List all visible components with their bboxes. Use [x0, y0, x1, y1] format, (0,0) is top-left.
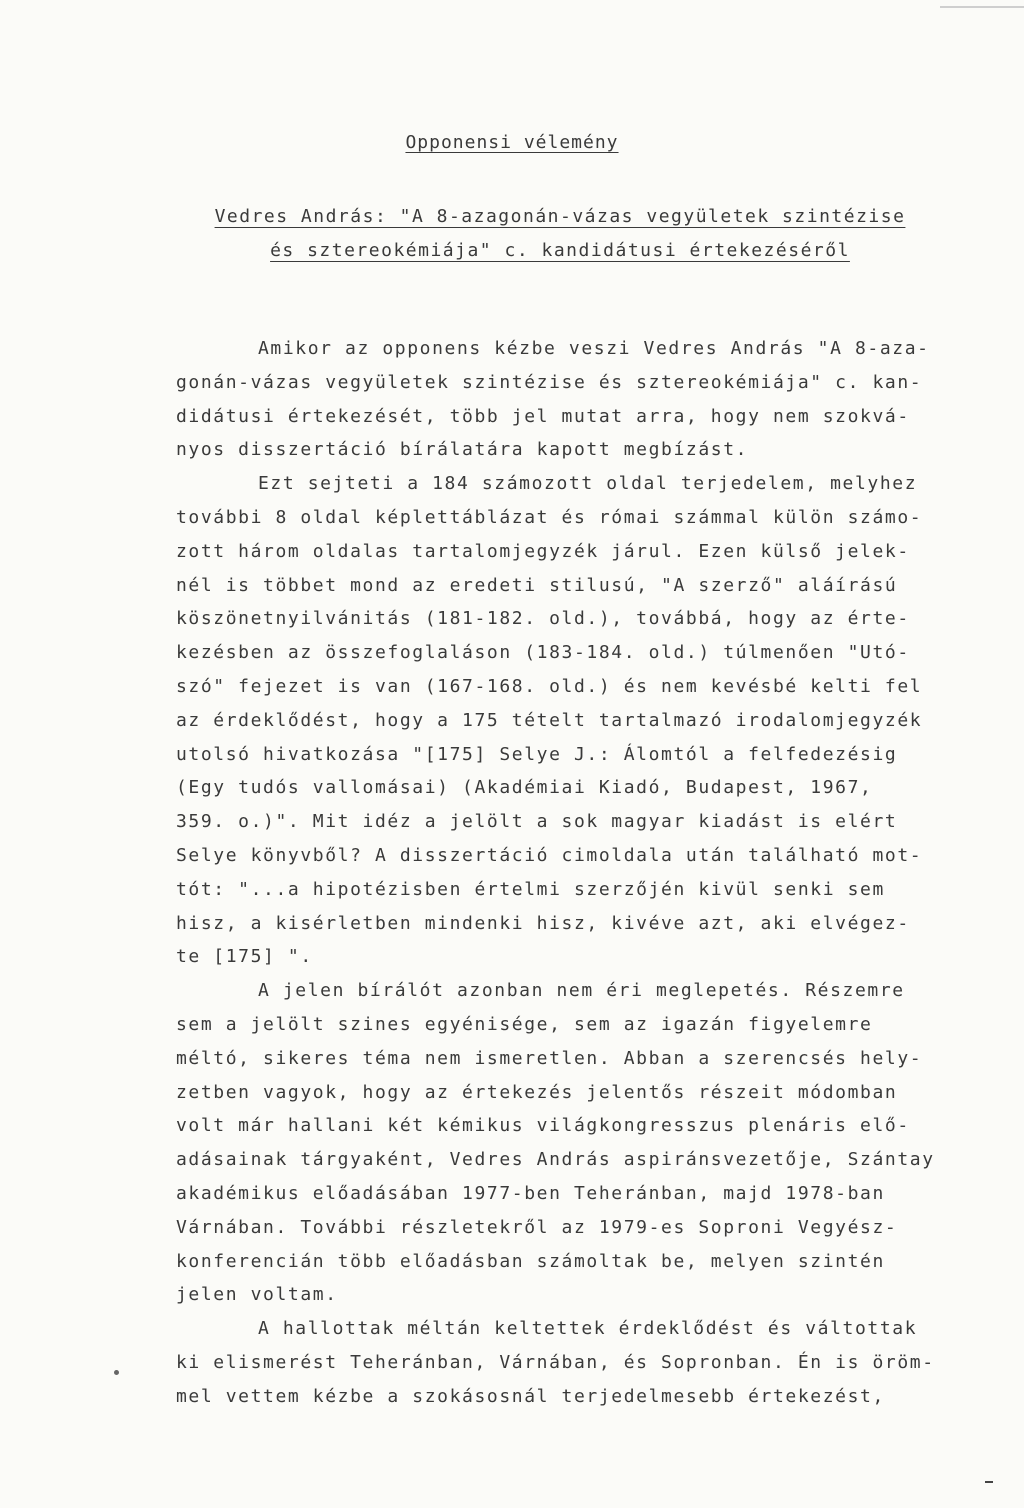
text-line: (Egy tudós vallomásai) (Akadémiai Kiadó, Budapest, 1967,	[176, 777, 873, 799]
text-line: didátusi értekezését, több jel mutat arra, hogy nem szokvá-	[176, 405, 910, 427]
margin-dash	[985, 1481, 993, 1483]
text-line: te [175] ".	[176, 946, 313, 968]
margin-dot	[114, 1370, 119, 1375]
text-line: zott három oldalas tartalomjegyzék járul. Ezen külső jelek-	[176, 540, 910, 562]
scan-edge-mark	[940, 6, 1024, 8]
page-title: Opponensi vélemény	[405, 132, 619, 153]
text-line: konferencián több előadásban számoltak be, melyen szintén	[176, 1250, 885, 1272]
text-line: további 8 oldal képlettáblázat és római számmal külön számo-	[176, 506, 923, 528]
text-line: mel vettem kézbe a szokásosnál terjedelmesebb értekezést,	[176, 1385, 885, 1407]
text-line: Amikor az opponens kézbe veszi Vedres András "A 8-aza-	[258, 338, 930, 359]
text-line: 359. o.)". Mit idéz a jelölt a sok magyar kiadást is elért	[176, 811, 898, 833]
text-line: jelen voltam.	[176, 1284, 338, 1306]
text-line: kezésben az összefoglaláson (183-184. old.) túlmenően "Utó-	[176, 642, 910, 664]
text-line: nyos disszertáció bírálatára kapott megbízást.	[176, 439, 749, 461]
text-line: ki elismerést Teheránban, Várnában, és Sopronban. Én is öröm-	[176, 1351, 935, 1373]
text-line: sem a jelölt szines egyénisége, sem az igazán figyelemre	[176, 1013, 873, 1035]
text-line: szó" fejezet is van (167-168. old.) és nem kevésbé kelti fel	[176, 675, 923, 697]
text-line: gonán-vázas vegyületek szintézise és sztereokémiája" c. kan-	[176, 371, 923, 393]
text-line: A hallottak méltán keltettek érdeklődést és váltottak	[258, 1318, 918, 1340]
text-line: zetben vagyok, hogy az értekezés jelentős részeit módomban	[176, 1081, 898, 1103]
text-line: Várnában. További részletekről az 1979-es Soproni Vegyész-	[176, 1216, 898, 1238]
text-line: adásainak tárgyaként, Vedres András aspiránsvezetője, Szántay	[176, 1149, 935, 1171]
text-line: A jelen bírálót azonban nem éri meglepetés. Részemre	[258, 980, 905, 1002]
text-line: tót: "...a hipotézisben értelmi szerzőjén kivül senki sem	[176, 878, 885, 900]
body-text	[176, 332, 1006, 1414]
text-line: volt már hallani két kémikus világkongresszus plenáris elő-	[176, 1115, 910, 1137]
text-line: köszönetnyilvánitás (181-182. old.), továbbá, hogy az érte-	[176, 608, 910, 630]
text-line: az érdeklődést, hogy a 175 tételt tartalmazó irodalomjegyzék	[176, 709, 923, 731]
text-line: Selye könyvből? A disszertáció cimoldala után található mot-	[176, 844, 923, 866]
text-line: nél is többet mond az eredeti stilusú, "A szerző" aláírású	[176, 574, 898, 596]
subtitle	[130, 200, 990, 268]
text-line: Ezt sejteti a 184 számozott oldal terjedelem, melyhez	[258, 473, 918, 495]
text-line: utolsó hivatkozása "[175] Selye J.: Álomtól a felfedezésig	[176, 743, 898, 765]
text-line: méltó, sikeres téma nem ismeretlen. Abban a szerencsés hely-	[176, 1047, 923, 1069]
subtitle-line: és sztereokémiája" c. kandidátusi értekezéséről	[270, 240, 850, 261]
text-line: akadémikus előadásában 1977-ben Teheránban, majd 1978-ban	[176, 1182, 885, 1204]
subtitle-line: Vedres András: "A 8-azagonán-vázas vegyületek szintézise	[214, 206, 906, 227]
text-line: hisz, a kisérletben mindenki hisz, kivéve azt, aki elvégez-	[176, 912, 910, 934]
